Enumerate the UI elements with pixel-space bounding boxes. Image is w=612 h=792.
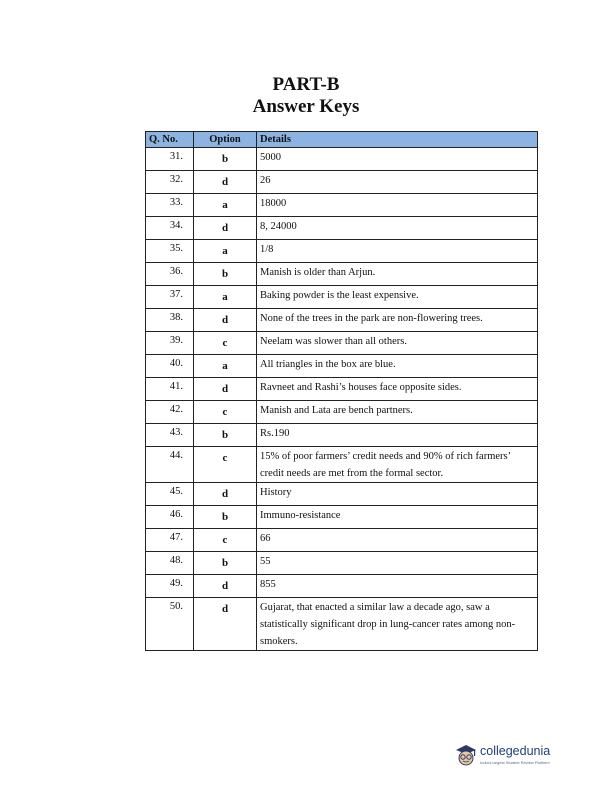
question-number-cell: 46. <box>146 506 194 529</box>
mascot-icon <box>454 743 478 767</box>
details-cell: Manish and Lata are bench partners. <box>257 401 538 424</box>
details-cell: Immuno-resistance <box>257 506 538 529</box>
option-cell: b <box>194 263 257 286</box>
answer-key-table <box>145 131 538 651</box>
option-cell: a <box>194 286 257 309</box>
details-cell: 1/8 <box>257 240 538 263</box>
table-row <box>146 424 538 447</box>
option-cell: d <box>194 217 257 240</box>
table-row <box>146 401 538 424</box>
option-cell: a <box>194 240 257 263</box>
table-row <box>146 483 538 506</box>
details-cell: 66 <box>257 529 538 552</box>
option-cell: d <box>194 309 257 332</box>
details-cell: All triangles in the box are blue. <box>257 355 538 378</box>
question-number-cell: 42. <box>146 401 194 424</box>
option-cell: d <box>194 171 257 194</box>
details-cell: Manish is older than Arjun. <box>257 263 538 286</box>
question-number-cell: 32. <box>146 171 194 194</box>
question-number-cell: 38. <box>146 309 194 332</box>
table-row <box>146 378 538 401</box>
logo-brand-text: collegedunia <box>480 744 551 758</box>
details-cell: None of the trees in the park are non-flowering trees. <box>257 309 538 332</box>
option-cell: a <box>194 355 257 378</box>
table-row <box>146 598 538 651</box>
table-row <box>146 529 538 552</box>
details-cell: 5000 <box>257 148 538 171</box>
option-cell: c <box>194 332 257 355</box>
table-row <box>146 447 538 483</box>
question-number-cell: 43. <box>146 424 194 447</box>
option-cell: c <box>194 401 257 424</box>
details-cell: Gujarat, that enacted a similar law a decade ago, saw a statistically significant drop in lung-cancer rates among non-smokers. <box>257 598 538 651</box>
option-cell: b <box>194 424 257 447</box>
table-row <box>146 240 538 263</box>
table-row <box>146 171 538 194</box>
table-header-row <box>146 132 538 148</box>
details-cell: Neelam was slower than all others. <box>257 332 538 355</box>
collegedunia-logo <box>454 743 564 771</box>
option-cell: b <box>194 506 257 529</box>
question-number-cell: 34. <box>146 217 194 240</box>
page-subtitle: Answer Keys <box>252 96 360 117</box>
logo-tagline: India's largest Student Review Platform <box>480 760 550 765</box>
question-number-cell: 31. <box>146 148 194 171</box>
question-number-cell: 47. <box>146 529 194 552</box>
table-row <box>146 506 538 529</box>
details-cell: Baking powder is the least expensive. <box>257 286 538 309</box>
table-row <box>146 309 538 332</box>
option-cell: c <box>194 447 257 483</box>
question-number-cell: 36. <box>146 263 194 286</box>
header-option: Option <box>194 132 257 148</box>
question-number-cell: 33. <box>146 194 194 217</box>
details-cell: 18000 <box>257 194 538 217</box>
table-row <box>146 263 538 286</box>
header-question-number: Q. No. <box>146 132 194 148</box>
details-cell: 855 <box>257 575 538 598</box>
option-cell: d <box>194 483 257 506</box>
question-number-cell: 37. <box>146 286 194 309</box>
option-cell: d <box>194 378 257 401</box>
table-row <box>146 194 538 217</box>
question-number-cell: 35. <box>146 240 194 263</box>
page-title: PART-B <box>272 74 340 95</box>
details-cell: 15% of poor farmers’ credit needs and 90% of rich farmers’ credit needs are met from the formal sector. <box>257 447 538 483</box>
details-cell: Ravneet and Rashi’s houses face opposite sides. <box>257 378 538 401</box>
details-cell: 26 <box>257 171 538 194</box>
option-cell: b <box>194 552 257 575</box>
option-cell: b <box>194 148 257 171</box>
option-cell: a <box>194 194 257 217</box>
question-number-cell: 44. <box>146 447 194 483</box>
table-row <box>146 332 538 355</box>
details-cell: Rs.190 <box>257 424 538 447</box>
option-cell: d <box>194 598 257 651</box>
table-row <box>146 217 538 240</box>
question-number-cell: 40. <box>146 355 194 378</box>
table-row <box>146 575 538 598</box>
details-cell: 8, 24000 <box>257 217 538 240</box>
question-number-cell: 50. <box>146 598 194 651</box>
option-cell: d <box>194 575 257 598</box>
table-row <box>146 286 538 309</box>
table-row <box>146 552 538 575</box>
header-details: Details <box>257 132 538 148</box>
details-cell: History <box>257 483 538 506</box>
question-number-cell: 45. <box>146 483 194 506</box>
question-number-cell: 49. <box>146 575 194 598</box>
option-cell: c <box>194 529 257 552</box>
details-cell: 55 <box>257 552 538 575</box>
question-number-cell: 39. <box>146 332 194 355</box>
table-row <box>146 355 538 378</box>
question-number-cell: 48. <box>146 552 194 575</box>
table-row <box>146 148 538 171</box>
question-number-cell: 41. <box>146 378 194 401</box>
